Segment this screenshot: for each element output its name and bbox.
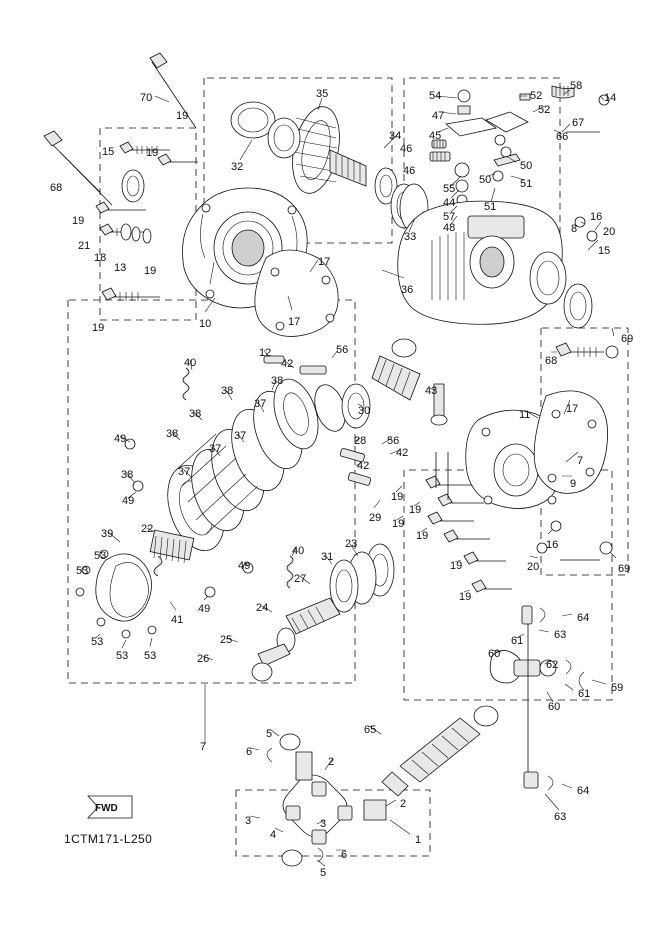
callout-number-33: 33 (404, 231, 417, 243)
callout-number-19: 19 (144, 265, 157, 277)
output-shaft-43 (372, 339, 447, 425)
callout-number-65: 65 (364, 724, 377, 736)
callout-number-10: 10 (199, 318, 212, 330)
callout-number-37: 37 (178, 466, 191, 478)
washer-13 (143, 229, 151, 243)
callout-number-5: 5 (320, 867, 327, 879)
callout-number-64: 64 (577, 785, 590, 797)
callout-number-12: 12 (259, 347, 272, 359)
callout-number-7: 7 (577, 455, 584, 467)
callout-number-4: 4 (270, 829, 277, 841)
callout-number-53: 53 (94, 550, 107, 562)
callout-number-46: 46 (400, 143, 413, 155)
callout-number-16: 16 (546, 539, 559, 551)
bolt-70 (150, 53, 196, 128)
callout-number-22: 22 (141, 523, 154, 535)
callout-number-19: 19 (72, 215, 85, 227)
callout-number-17: 17 (566, 403, 579, 415)
callout-number-55: 55 (443, 183, 456, 195)
washer-18 (132, 227, 140, 241)
callout-number-19: 19 (92, 322, 105, 334)
callout-number-67: 67 (572, 117, 585, 129)
callout-number-38: 38 (166, 428, 179, 440)
callout-number-18: 18 (94, 252, 107, 264)
callout-number-19: 19 (176, 110, 189, 122)
callout-number-53: 53 (76, 565, 89, 577)
coil-22 (150, 530, 194, 576)
callout-number-60: 60 (488, 648, 501, 660)
callout-number-53: 53 (116, 650, 129, 662)
callout-number-42: 42 (396, 447, 409, 459)
callout-number-63: 63 (554, 629, 567, 641)
callout-number-51: 51 (484, 201, 497, 213)
callout-number-37: 37 (234, 430, 247, 442)
callout-number-52: 52 (538, 104, 551, 116)
callout-number-70: 70 (140, 92, 153, 104)
callout-number-28: 28 (354, 435, 367, 447)
bolt-68-right (556, 343, 618, 358)
callout-number-62: 62 (546, 659, 559, 671)
callout-number-29: 29 (369, 512, 382, 524)
oil-seal-32 (231, 102, 300, 158)
callout-number-26: 26 (197, 653, 210, 665)
ring-39 (76, 550, 156, 638)
callout-number-19: 19 (459, 591, 472, 603)
callout-number-56: 56 (336, 344, 349, 356)
callout-number-42: 42 (281, 358, 294, 370)
callout-number-24: 24 (256, 602, 269, 614)
callout-number-64: 64 (577, 612, 590, 624)
callout-number-27: 27 (294, 573, 307, 585)
callout-number-69: 69 (621, 333, 634, 345)
universal-joint (267, 734, 386, 866)
callout-number-32: 32 (231, 161, 244, 173)
callout-number-41: 41 (171, 614, 184, 626)
callout-number-56: 56 (387, 435, 400, 447)
callout-number-51: 51 (520, 178, 533, 190)
callout-number-48: 48 (443, 222, 456, 234)
callout-number-19: 19 (391, 491, 404, 503)
callout-number-59: 59 (611, 682, 624, 694)
callout-number-39: 39 (101, 528, 114, 540)
callout-number-44: 44 (443, 197, 456, 209)
callout-number-53: 53 (144, 650, 157, 662)
callout-number-21: 21 (78, 240, 91, 252)
callout-number-2: 2 (400, 798, 407, 810)
callout-number-6: 6 (246, 746, 253, 758)
callout-number-38: 38 (121, 469, 134, 481)
callout-number-6: 6 (341, 849, 348, 861)
pinion-small-parts (430, 86, 609, 218)
callout-number-25: 25 (220, 634, 233, 646)
callout-number-53: 53 (91, 636, 104, 648)
callout-number-37: 37 (209, 443, 222, 455)
callout-number-19: 19 (450, 560, 463, 572)
callout-number-66: 66 (556, 131, 569, 143)
callout-number-36: 36 (401, 284, 414, 296)
callout-number-3: 3 (245, 815, 252, 827)
fwd-label: FWD (95, 803, 118, 814)
callout-number-68: 68 (545, 355, 558, 367)
callout-number-17: 17 (318, 256, 331, 268)
center-shaft-assembly (252, 544, 394, 681)
callout-number-54: 54 (429, 90, 442, 102)
diagram-code: 1CTM171-L250 (64, 832, 153, 846)
callout-number-3: 3 (320, 818, 327, 830)
callout-number-16: 16 (590, 211, 603, 223)
callout-number-7: 7 (200, 741, 207, 753)
callout-number-58: 58 (570, 80, 583, 92)
callout-number-19: 19 (146, 147, 159, 159)
callout-number-13: 13 (114, 262, 127, 274)
callout-number-50: 50 (520, 160, 533, 172)
callout-number-15: 15 (598, 245, 611, 257)
seal-15 (122, 170, 144, 202)
callout-number-35: 35 (316, 88, 329, 100)
callout-number-61: 61 (511, 635, 524, 647)
callout-number-30: 30 (358, 405, 371, 417)
callout-number-8: 8 (571, 223, 578, 235)
callout-number-31: 31 (321, 551, 334, 563)
callout-number-19: 19 (409, 504, 422, 516)
callout-number-9: 9 (570, 478, 577, 490)
callout-number-38: 38 (271, 375, 284, 387)
callout-number-49: 49 (122, 495, 135, 507)
callout-number-17: 17 (288, 316, 301, 328)
callout-number-34: 34 (389, 130, 402, 142)
callout-number-42: 42 (357, 460, 370, 472)
callout-number-20: 20 (527, 561, 540, 573)
callout-number-38: 38 (221, 385, 234, 397)
callout-number-45: 45 (429, 130, 442, 142)
callout-number-47: 47 (432, 110, 445, 122)
callout-number-15: 15 (102, 146, 115, 158)
callout-number-1: 1 (415, 834, 422, 846)
callout-number-46: 46 (403, 165, 416, 177)
callout-number-19: 19 (416, 530, 429, 542)
callout-number-5: 5 (266, 728, 273, 740)
bolt-19-group (96, 142, 198, 301)
callout-number-38: 38 (189, 408, 202, 420)
callout-number-14: 14 (604, 92, 617, 104)
callout-number-11: 11 (519, 409, 531, 421)
drive-shaft-65 (382, 706, 498, 796)
callout-number-49: 49 (114, 433, 127, 445)
callout-number-61: 61 (578, 688, 591, 700)
callout-number-20: 20 (603, 226, 616, 238)
callout-number-43: 43 (425, 385, 438, 397)
callout-number-50: 50 (479, 174, 492, 186)
callout-number-68: 68 (50, 182, 63, 194)
callout-number-23: 23 (345, 538, 358, 550)
callout-number-49: 49 (198, 603, 211, 615)
callout-number-60: 60 (548, 701, 561, 713)
callout-number-52: 52 (530, 90, 543, 102)
shift-linkage (490, 606, 584, 790)
callout-number-19: 19 (392, 518, 405, 530)
callout-number-40: 40 (292, 545, 305, 557)
callout-number-37: 37 (254, 398, 267, 410)
callout-number-40: 40 (184, 357, 197, 369)
callout-number-49: 49 (238, 560, 251, 572)
callout-number-63: 63 (554, 811, 567, 823)
washer-21 (121, 224, 131, 240)
callout-number-69: 69 (618, 563, 631, 575)
callout-number-57: 57 (443, 211, 456, 223)
differential-case-8 (398, 201, 597, 328)
callout-number-2: 2 (328, 756, 335, 768)
